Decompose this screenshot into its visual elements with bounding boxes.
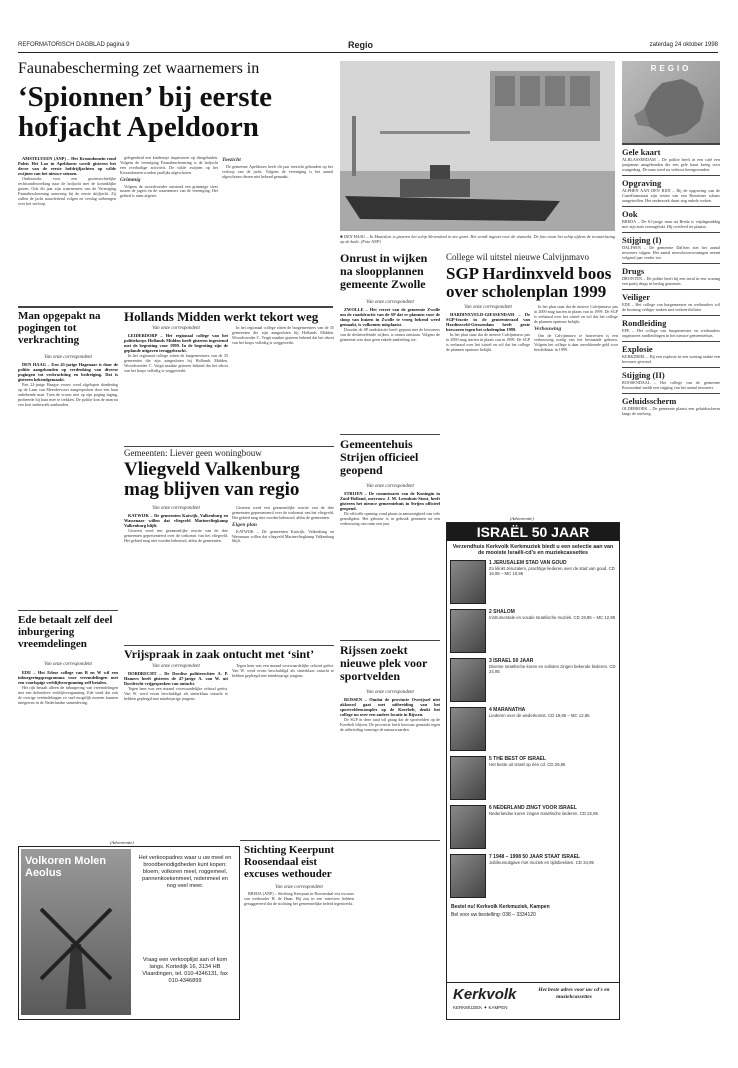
spyware-intro: DEN HAAG – Een 43-jarige Hagenaar is door de politie aangehouden op verdenking van diverse pogingen tot verkrachting en bedreiging. Dat is gisteren bekendgemaakt. (18, 362, 118, 382)
regio-item-text: DRONTEN – De politie heeft bij een inval in een woning een partij drugs in beslag genomen. (622, 276, 720, 286)
regio-item-title: Gele kaart (622, 147, 661, 157)
regio-item-title: Rondleiding (622, 318, 667, 328)
regio-item (622, 232, 720, 263)
divider (18, 306, 333, 308)
album-description: Instrumentale en vocale Israëlische muziek. CD 19,95 – MC 12,95 (489, 614, 616, 620)
regio-item-title: Opgraving (622, 178, 662, 188)
hollands-body-col2 (232, 326, 334, 443)
photo-caption-text: DEN HAAG – In Maaisluis is gisteren het schip Slevendaal in zee gezet. Het wordt ingezet voor de vismarkt. De foto toont het schip tijdens de tewaterlating op de kade. (Foto ANP) (340, 235, 615, 244)
album-cover-icon (450, 609, 486, 653)
lead-intro: AMSTELVEEN (ANP) – Het Kroondomein rond Paleis Het Loo in Apeldoorn wordt gisteren het decor van de eerste hofdrijfjachten op wilde zwijnen van het nieuwe seizoen. (18, 156, 116, 176)
album-cover-icon (450, 756, 486, 800)
album-description: Het beste uit Israël op één cd. CD 29,95 (489, 761, 566, 767)
regio-item-title: Drugs (622, 266, 645, 276)
lead-body-col1 (18, 156, 116, 296)
spyware-correspondent: Van onze correspondent (44, 355, 92, 360)
album-cover-icon (450, 805, 486, 849)
masthead (18, 40, 718, 53)
album-title: 7 1948 – 1998 50 JAAR STAAT ISRAËL (489, 853, 580, 860)
israel-ad-order: Bestel nu! Kerkvolk Kerkmuziek, Kampen (451, 903, 550, 910)
strijen-correspondent: Van onze correspondent (366, 484, 414, 489)
album-info (489, 560, 616, 606)
israel-ad-slogan: Het beste adres voor uw cd's en muziekcassettes (538, 987, 610, 1000)
strijen-intro: STRIJEN – De commissaris van de Koningin in Zuid-Holland, mevrouw J. M. Leemhuis-Stout, heeft gisteren het nieuwe gemeentehuis in Strijen officieel geopend. (340, 491, 440, 511)
ship-photo-image (340, 61, 615, 231)
hardinxveld-correspondent: Van onze correspondent (464, 305, 512, 310)
ede-text: Het rijk betaalt alleen de inburgering van vreemdelingen met een definitieve verblijfsvergunning. Ede vindt dat ook de overige vreemdelingen zo snel mogelijk moeten kunnen integreren in de Nederlandse samenleving. (18, 685, 118, 705)
vliegveld-body (124, 513, 228, 641)
volkoren-ad-text: Het verkoopadres waar u uw meel en broodbenodigdheden kunt kopen: bloem, volkoren meel, roggemeel, pannenkoekenmeel, notenmeel en nog veel meer. (138, 855, 232, 889)
regio-item (622, 341, 720, 367)
album-cover-icon (450, 707, 486, 751)
strijen-headline: Gemeentehuis Strijen officieel geopend (340, 437, 419, 477)
regio-item (622, 367, 720, 393)
regio-item-text: EPE – Het college van burgemeester en wethouders organiseert rondleidingen in het nieuwe gemeentehuis. (622, 328, 720, 338)
hardinxveld-text: In het plan staat dat de nieuwe Calvijnmavo pas in 2000 mag starten in plaats van in 1999. De SGP is verbaasd over het uitstel en wil dat het college de plannen opnieuw bekijkt. (446, 332, 530, 352)
hollands-text-2: In het regionaal college zitten de burgemeesters van de 35 gemeenten die zijn aangesloten bij Hollands Midden. Woordvoerder C. Vergit maakte gisteren bekend dat het tekort van het korps volledig is weggewerkt. (232, 326, 334, 345)
divider (18, 610, 118, 611)
israel-ad-label: (Advertentie) (510, 516, 534, 521)
album-title: 4 MARANATHA (489, 706, 526, 713)
volkoren-ad-contact: Vraag een verkooplijst aan of kom langs. Kortedijk 16, 3134 HB Vlaardingen, tel. 010-4346131, fax 010-4346899 (142, 957, 228, 984)
regio-item-text: ROOSENDAAL – Het college van de gemeente Roosendaal meldt een stijging van het aantal inwoners. (622, 380, 720, 390)
ede-body (18, 670, 118, 838)
hollands-intro: LEIDERDORP – Het regionaal college van het politiekorps Hollands Midden heeft gisteren ingestemd met de begroting voor 1999. In de begroting zijn de geplande uitgaven teruggebracht. (124, 333, 228, 353)
regio-item (622, 206, 720, 232)
regio-item (622, 263, 720, 289)
album-cover-icon (450, 854, 486, 898)
lead-col2b-text: Volgens de woordvoerder ontstond een grimmige sfeer tussen de jagers en de waarnemers van de vereniging. Het gebied is ruim afgezet. (120, 183, 218, 199)
lead-headline: ‘Spionnen’ bij eerste hofjacht Apeldoorn (18, 81, 273, 143)
regio-banner (622, 61, 720, 144)
regio-item-title: Veiliger (622, 292, 651, 302)
vrijspraak-text-2: Tegen hem was een maand voorwaardelijke celstraf geëist. Van W. werd ervan beschuldigd als sinterklaas ontucht te hebben gepleegd met minderjarige jongens. (232, 664, 334, 678)
caption-marker: ■ (340, 235, 344, 239)
lead-body-col3 (222, 156, 333, 296)
lead-kicker: Faunabescherming zet waarnemers in (18, 60, 260, 77)
masthead-section: Regio (348, 40, 374, 50)
hardinxveld-intro: HARDINXVELD-GIESSENDAM – De SGP-fractie in de gemeenteraad van Hardinxveld-Giessendam heeft grote bezwaren tegen het scholenplan 1999. (446, 312, 530, 332)
hardinxveld-text-2: In het plan staat dat de nieuwe Calvijnmavo pas in 2000 mag starten in plaats van in 1999. De SGP is verbaasd over het uitstel en wil dat het college de plannen opnieuw bekijkt. (534, 305, 618, 324)
regio-item-text: KERKDRIEL – Bij een explosie in een woning raakte een bewoner gewond. (622, 354, 720, 364)
roosendaal-headline: Stichting Keerpunt Roosendaal eist excuses wethouder (244, 844, 335, 880)
onrust-text: Doordat de SP raadsfractie heeft gepraat met de bewoners van de desbetreffende wijken, is onrust ontstaan. Volgens de gemeente was daar geen enkele aanleiding toe. (340, 327, 440, 342)
onrust-headline: Onrust in wijken na sloopplannen gemeente Zwolle (340, 251, 428, 291)
album-title: 6 NEDERLAND ZINGT VOOR ISRAËL (489, 804, 577, 811)
hardinxveld-text-3: Om de Calvijnmavo te huisvesten is een verbouwing nodig van het bestaande gebouw. Volgens het college is daar onvoldoende geld voor beschikbaar in 1999. (534, 332, 618, 353)
hardinxveld-body (446, 312, 530, 512)
roosendaal-text: BREDA (ANP) – Stichting Keerpunt in Roosendaal eist excuses van wethouder H. de Haan. Hij zou in een interview hebben gesuggereerd dat de stichting het gemeentelijke beleid tegenwerkt. (244, 892, 354, 906)
album-item (450, 560, 616, 606)
album-info (489, 805, 616, 851)
vliegveld-correspondent: Van onze correspondent (152, 506, 200, 511)
regio-item-text: BREDA – De 61-jarige man uit Breda is vrijdagmiddag met zijn auto verongelukt. Hij overleed ter plaatse. (622, 219, 720, 229)
album-title: 5 THE BEST OF ISRAEL (489, 755, 546, 762)
roosendaal-body (244, 892, 354, 1018)
regio-item-title: Stijging (II) (622, 370, 665, 380)
vrijspraak-correspondent: Van onze correspondent (152, 664, 200, 669)
regio-item-text: ALPHEN AAN DEN RIJN – Bij de opgraving van de Castellumstraat zijn resten van een Romeinse schans aangetroffen. Het onderzoek duurt nog enkele weken. (622, 188, 720, 203)
album-description: Diverse Israëlische koren en solisten zingen bekende liederen. CD 24,95 (489, 663, 616, 675)
volkoren-ad-title: Volkoren Molen Aeolus (25, 855, 107, 879)
album-info (489, 756, 616, 802)
onrust-intro: ZWOLLE – Het verzet van de gemeente Zwolle om de raadsfractie van de SP dat er plannen voor de sloop van huizen in Zwolle te vroeg bekend werd gemaakt, is volkomen misplaatst. (340, 307, 440, 327)
album-item (450, 756, 616, 802)
spyware-text: Een 22-jarige Haagse vrouw werd afgelopen donderdag op de Laan van Meerdervoort aangesproken door een haar onbekende man. Toen de vrouw niet op zijn poging inging, probeerde hij haar mee te trekken. De politie kon de man na een kort onderzoek aanhouden. (18, 382, 118, 407)
regio-item-text: EDE – Het college van burgemeester en wethouders wil de kruising veiliger maken met verkeerslichten. (622, 302, 720, 312)
spyware-headline: Man opgepakt na pogingen tot verkrachting (18, 310, 101, 346)
album-info (489, 854, 616, 900)
masthead-date: zaterdag 24 oktober 1998 (649, 42, 718, 48)
roosendaal-correspondent: Van onze correspondent (275, 885, 323, 890)
album-info (489, 707, 616, 753)
album-cover-icon (450, 560, 486, 604)
rijssen-body (340, 697, 440, 837)
vliegveld-label: Gemeenten: Liever geen woningbouw (124, 448, 262, 458)
lead-col3-text: De gemeente Apeldoorn heeft dit jaar toezicht gehouden op het verloop van de jacht. Volgens de vereniging is het aantal afgeschoten dieren niet bekend gemaakt. (222, 163, 333, 179)
album-item (450, 854, 616, 900)
divider (340, 640, 440, 641)
regio-item-title: Geluidsscherm (622, 396, 677, 406)
divider (124, 446, 334, 447)
album-item (450, 805, 616, 851)
vrijspraak-text: Tegen hem was een maand voorwaardelijke celstraf geëist. Van W. werd ervan beschuldigd als sinterklaas ontucht te hebben gepleegd met minderjarige jongens. (124, 686, 228, 701)
album-title: 3 ISRAEL 50 JAAR (489, 657, 534, 664)
regio-item (622, 315, 720, 341)
hardinxveld-headline: SGP Hardinxveld boos over scholenplan 1999 (446, 264, 612, 301)
vliegveld-text: Gisteren werd een gezamenlijke reactie van de drie gemeenten gepresenteerd over de toekomst van het vliegveld. Het gebied mag niet worden bebouwd, aldus de gemeenten. (124, 528, 228, 543)
ede-correspondent: Van onze correspondent (44, 662, 92, 667)
masthead-left: REFORMATORISCH DAGBLAD pagina 9 (18, 42, 130, 48)
album-item (450, 609, 616, 655)
vliegveld-text-3: KATWIJK – De gemeenten Katwijk, Valkenburg en Wassenaar willen dat vliegveld Marinevliegkamp Valkenburg blijft. (232, 528, 334, 544)
hardinxveld-body-col2 (534, 305, 618, 512)
volkoren-ad-image (21, 849, 131, 1015)
onrust-correspondent: Van onze correspondent (366, 300, 414, 305)
vrijspraak-headline: Vrijspraak in zaak ontucht met ‘sint’ (124, 647, 315, 661)
windmill-icon (21, 889, 131, 1009)
album-title: 2 SHALOM (489, 608, 515, 615)
regio-item (622, 144, 720, 175)
onrust-body (340, 307, 440, 432)
regio-items (622, 144, 720, 419)
lead-body-col2 (120, 156, 218, 296)
strijen-text: De officiële opening vond plaats in aanwezigheid van vele genodigden. Het gebouw is in gebruik genomen na een verbouwing van ruim een jaar. (340, 511, 440, 526)
israel-ad-phone: Bel voor uw bestelling: 038 – 3334120 (451, 911, 536, 918)
ede-headline: Ede betaalt zelf deel inburgering vreemdelingen (18, 614, 113, 650)
lead-subhead-toezicht: Toezicht (222, 157, 241, 163)
divider (340, 434, 440, 435)
hardinxveld-subhead: Verbouwing (534, 325, 562, 332)
lead-col2-text: gelegenheid een kindertoje inspecteren op diergeluiden. Volgens de vereniging Faunabescherming is de hofjacht een overbodige activiteit. De wilde zwijnen op het Kroondomein worden jaarlijks afgeschoten. (120, 156, 218, 175)
album-item (450, 658, 616, 704)
divider (240, 840, 440, 841)
album-title: 1 JERUSALEM STAD VAN GOUD (489, 559, 567, 566)
israel-items (447, 560, 619, 900)
israel-ad-intro: Verzendhuis Kerkvolk Kerkmuziek biedt u een selectie aan van de mooiste Israëli-cd's en muziekcassettes (452, 544, 614, 557)
regio-item-text: ALBLASSERDAM – De politie heeft in een café een jongeman aangehouden die een gele kaart kreeg voor wangedrag. De man werd na verhoor heengezonden. (622, 157, 720, 172)
hollands-headline: Hollands Midden werkt tekort weg (124, 309, 319, 324)
kerkvolk-logo: Kerkvolk (453, 986, 517, 1003)
israel-ad-banner: ISRAËL 50 JAAR (447, 523, 619, 541)
vrijspraak-body-col2 (232, 664, 334, 836)
kerkvolk-sub: KERKMUZIEK ✦ KAMPEN (453, 1005, 508, 1010)
album-description: Liederen over de wederkomst. CD 19,95 – MC 12,95 (489, 712, 590, 718)
regio-item-title: Ook (622, 209, 638, 219)
volkoren-ad (18, 846, 240, 1020)
rijssen-text: De SGP in deze raad wil graag dat de sportvelden op de Koerbelt blijven. De provincie heeft bezwaar gemaakt tegen de uitbreiding vanwege de natuurwaarden. (340, 717, 440, 732)
lead-subhead-grimmig: Grimmig (120, 176, 141, 183)
vliegveld-headline: Vliegveld Valkenburg mag blijven van regio (124, 459, 300, 500)
vrijspraak-intro: DORDRECHT – De Dordtse politierechter A. P. Hamers heeft gisteren de 47-jarige A. van W. uit Dordrecht vrijgesproken van ontucht. (124, 671, 228, 686)
israel-ad-footer (447, 982, 619, 1019)
rijssen-intro: RIJSSEN – Omdat de provincie Overijssel niet akkoord gaat met uitbreiding van het sportveldencomplex op de Koerbelt, denkt het college nu over een andere locatie in Rijssen. (340, 697, 440, 717)
ship-photo (340, 61, 615, 231)
album-info (489, 609, 616, 655)
vliegveld-body-col2 (232, 506, 334, 641)
vliegveld-subhead: Eigen plan (232, 521, 257, 528)
regio-item (622, 175, 720, 206)
regio-item-title: Explosie (622, 344, 653, 354)
album-description: Zo klinkt Jeruzalem, prachtige liederen over de stad van goud. CD 15,95 – MC 10,95 (489, 565, 615, 577)
regio-item-text: OLDEBROEK – De gemeente plaatst een geluidsscherm langs de snelweg. (622, 406, 720, 416)
ede-intro: EDE – Het Edese college van B en W wil een inburgeringsprogramma voor vreemdelingen met een voorlopige verblijfsvergunning zelf betalen. (18, 670, 118, 685)
hardinxveld-label: College wil uitstel nieuwe Calvijnmavo (446, 252, 589, 262)
rijssen-headline: Rijssen zoekt nieuwe plek voor sportvelden (340, 643, 428, 683)
rijssen-correspondent: Van onze correspondent (366, 690, 414, 695)
regio-item-text: DALFSEN – De gemeente Dalfsen ziet het aantal inwoners stijgen. Het aantal nieuwbouwwoningen neemt volgend jaar verder toe. (622, 245, 720, 260)
regio-item-title: Stijging (I) (622, 235, 662, 245)
spyware-body (18, 362, 118, 567)
album-item (450, 707, 616, 753)
hollands-text: In het regionaal college zitten de burgemeesters van de 35 gemeenten die zijn aangesloten bij Hollands Midden. Woordvoerder C. Vergit maakte gisteren bekend dat het tekort van het korps volledig is weggewerkt. (124, 353, 228, 373)
israel-ad (446, 522, 620, 1020)
map-of-netherlands-icon (622, 73, 720, 143)
regio-sidebar (622, 61, 720, 1021)
divider (124, 645, 334, 646)
album-description: Jubileumuitgave met muziek en tijdsbeelden. CD 34,95 (489, 859, 594, 865)
regio-label: REGIO (650, 64, 692, 73)
album-description: Nederlandse koren zingen Israëlische liederen. CD 22,95 (489, 810, 598, 816)
vliegveld-intro: KATWIJK – De gemeenten Katwijk, Valkenburg en Wassenaar willen dat vliegveld Marinevliegkamp Valkenburg blijft. (124, 513, 228, 528)
album-cover-icon (450, 658, 486, 702)
vrijspraak-body (124, 671, 228, 836)
strijen-body (340, 491, 440, 636)
album-info (489, 658, 616, 704)
hollands-correspondent: Van onze correspondent (152, 326, 200, 331)
regio-item (622, 289, 720, 315)
lead-col1-text: Onderzoeks voor een gezinsrechtelijke rechtsonderzoeking naar de hofjacht met de koninklijke gasten. Ook dit jaar zijn waarnemers van de Vereniging Faunabescherming aanwezig bij de eerste drijfjacht. Zij zullen de jacht nauwlettend volgen en verslag uitbrengen over het verloop. (18, 176, 116, 206)
vliegveld-text-2: Gisteren werd een gezamenlijke reactie van de drie gemeenten gepresenteerd over de toekomst van het vliegveld. Het gebied mag niet worden bebouwd, aldus de gemeenten. (232, 506, 334, 520)
hollands-body (124, 333, 228, 443)
vb-ad-label: (Advertentie) (110, 840, 134, 845)
regio-item (622, 393, 720, 419)
